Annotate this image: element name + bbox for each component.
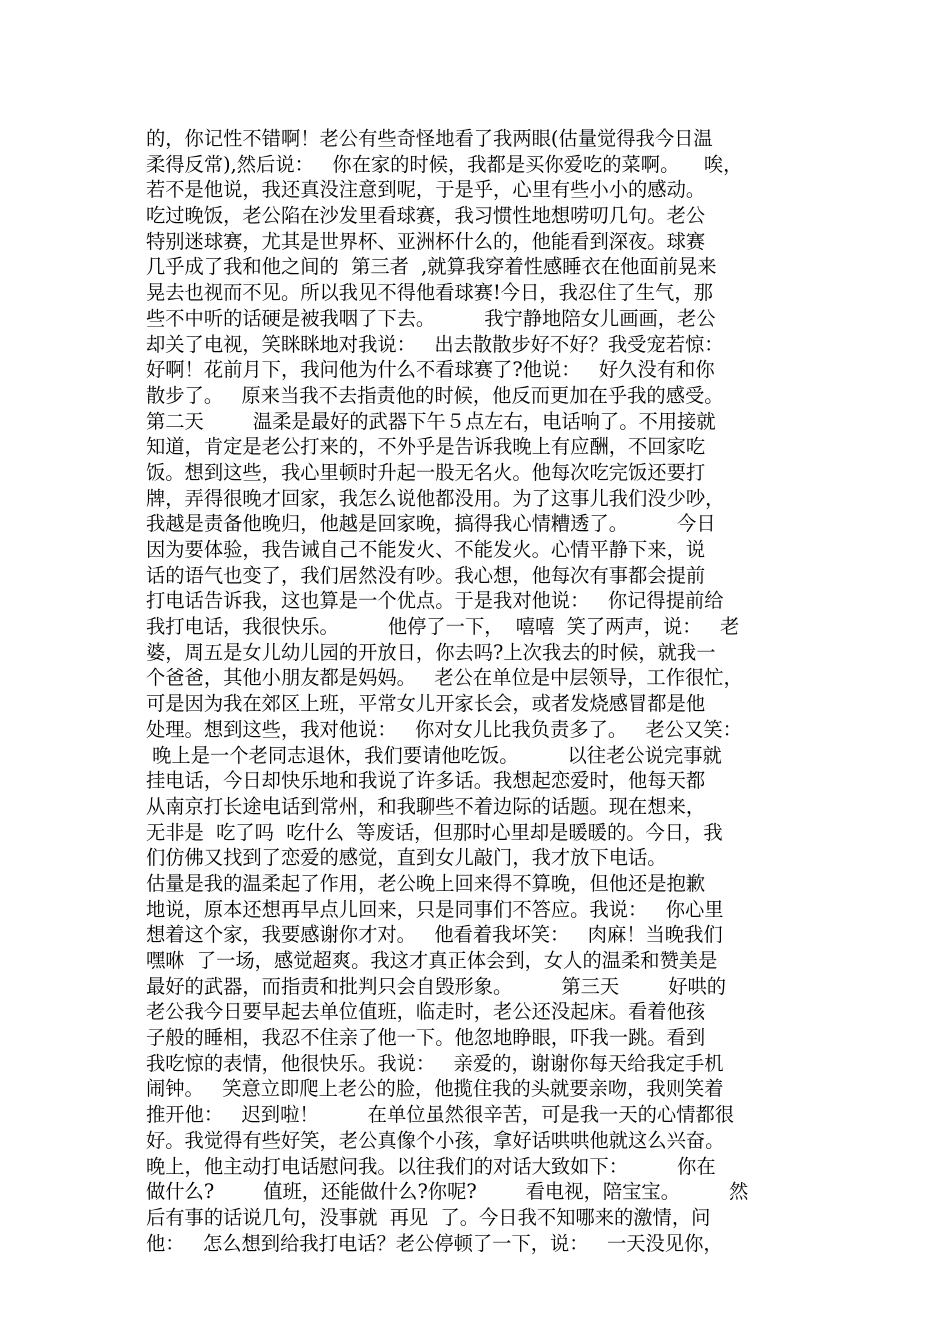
text-line: 做什么? 值班，还能做什么?你呢? 看电视，陪宝宝。 然: [146, 1180, 749, 1204]
text-line: 知道，肯定是老公打来的，不外乎是告诉我晚上有应酬，不回家吃: [146, 435, 706, 459]
text-line: 话的语气也变了，我们居然没有吵。我心想，他每次有事都会提前: [146, 563, 706, 587]
text-line: 老公我今日要早起去单位值班，临走时，老公还没起床。看着他孩: [146, 1000, 706, 1024]
text-line: 晃去也视而不见。所以我见不得他看球赛!今日，我忍住了生气，那: [146, 281, 713, 305]
text-line: 打电话告诉我，这也算是一个优点。于是我对他说： 你记得提前给: [146, 589, 724, 613]
text-line: 后有事的话说几句，没事就 再见 了。今日我不知哪来的激情，问: [146, 1205, 711, 1229]
text-line: 好啊！花前月下，我问他为什么不看球赛了?他说： 好久没有和你: [146, 358, 715, 382]
text-line: 推开他： 迟到啦！ 在单位虽然很辛苦，可是我一天的心情都很: [146, 1103, 735, 1127]
text-line: 地说，原本还想再早点儿回来，只是同事们不答应。我说： 你心里: [146, 897, 724, 921]
text-line: 处理。想到这些，我对他说： 你对女儿比我负责多了。 老公又笑：: [146, 717, 742, 741]
text-line: 晚上，他主动打电话慰问我。以往我们的对话大致如下： 你在: [146, 1154, 716, 1178]
text-line: 散步了。 原来当我不去指责他的时候，他反而更加在乎我的感受。: [146, 383, 724, 407]
text-line: 特别迷球赛，尤其是世界杯、亚洲杯什么的，他能看到深夜。球赛: [146, 229, 706, 253]
text-line: 晚上是一个老同志退休，我们要请他吃饭。 以往老公说完事就: [146, 743, 722, 767]
text-line: 第二天 温柔是最好的武器下午５点左右，电话响了。不用接就: [146, 409, 716, 433]
text-line: 他： 怎么想到给我打电话？老公停顿了一下，说： 一天没见你，: [146, 1231, 723, 1255]
text-line: 们仿佛又找到了恋爱的感觉，直到女儿敲门，我才放下电话。: [146, 846, 667, 870]
text-line: 我越是责备他晚归，他越是回家晚，搞得我心情糟透了。 今日: [146, 512, 716, 536]
text-line: 几乎成了我和他之间的 第三者 ,就算我穿着性感睡衣在他面前晃来: [146, 255, 717, 279]
text-line: 的，你记性不错啊！老公有些奇怪地看了我两眼(估量觉得我今日温: [146, 127, 713, 150]
text-line: 些不中听的话硬是被我咽了下去。 我宁静地陪女儿画画，老公: [146, 306, 716, 330]
text-line: 我吃惊的表情，他很快乐。我说： 亲爱的，谢谢你每天给我定手机: [146, 1051, 724, 1075]
text-line: 若不是他说，我还真没注意到呢，于是乎，心里有些小小的感动。: [146, 178, 706, 202]
text-line: 柔得反常),然后说： 你在家的时候，我都是买你爱吃的菜啊。 唉，: [146, 152, 743, 176]
text-line: 闹钟。 笑意立即爬上老公的脸，他揽住我的头就要亲吻，我则笑着: [146, 1077, 724, 1101]
text-line: 最好的武器，而指责和批判只会自毁形象。 第三天 好哄的: [146, 974, 727, 998]
text-line: 因为要体验，我告诫自己不能发火、不能发火。心情平静下来，说: [146, 538, 706, 561]
text-line: 饭。想到这些，我心里顿时升起一股无名火。他每次吃完饭还要打: [146, 460, 706, 484]
text-line: 无非是 吃了吗 吃什么 等废话，但那时心里却是暖暖的。今日，我: [146, 820, 723, 844]
text-line: 子般的睡相，我忍不住亲了他一下。他忽地睁眼，吓我一跳。看到: [146, 1026, 706, 1050]
text-line: 吃过晚饭，老公陷在沙发里看球赛，我习惯性地想唠叨几句。老公: [146, 204, 706, 228]
text-line: 婆，周五是女儿幼儿园的开放日，你去吗?上次我去的时候，就我一: [146, 640, 716, 664]
text-line: 可是因为我在郊区上班，平常女儿开家长会，或者发烧感冒都是他: [146, 692, 706, 716]
text-line: 个爸爸，其他小朋友都是妈妈。 老公在单位是中层领导，工作很忙，: [146, 666, 743, 690]
text-line: 好。我觉得有些好笑，老公真像个小孩，拿好话哄哄他就这么兴奋。: [146, 1128, 725, 1152]
text-line: 挂电话，今日却快乐地和我说了许多话。我想起恋爱时，他每天都: [146, 769, 706, 793]
text-line: 估量是我的温柔起了作用，老公晚上回来得不算晚，但他还是抱歉: [146, 871, 706, 895]
text-line: 嘿咻 了一场，感觉超爽。我这才真正体会到，女人的温柔和赞美是: [146, 949, 718, 972]
body-text: [146, 126, 816, 1256]
text-line: 牌，弄得很晚才回家，我怎么说他都没用。为了这事儿我们没少吵，: [146, 486, 725, 510]
text-line: 我打电话，我很快乐。 他停了一下， 嘻嘻 笑了两声，说： 老: [146, 615, 740, 639]
text-line: 从南京打长途电话到常州，和我聊些不着边际的话题。现在想来，: [146, 794, 706, 818]
text-line: 想着这个家，我要感谢你才对。 他看着我坏笑： 肉麻！当晚我们: [146, 923, 723, 947]
text-line: 却关了电视，笑眯眯地对我说： 出去散散步好不好？我受宠若惊：: [146, 332, 724, 356]
